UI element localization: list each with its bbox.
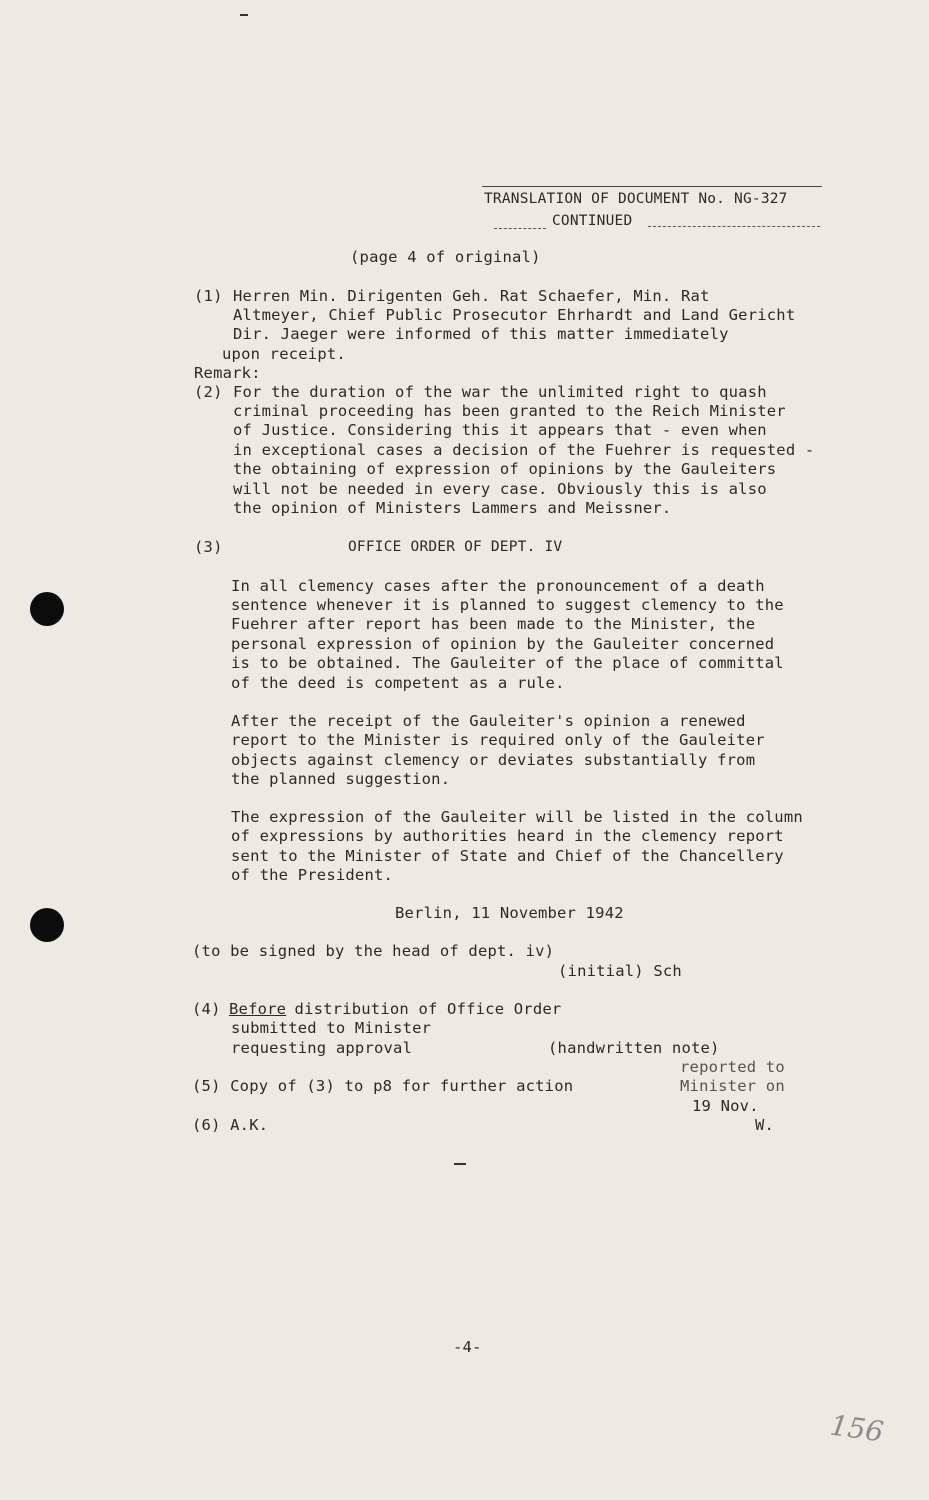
header-continued: CONTINUED [552,213,633,229]
signature-note: (to be signed by the head of dept. iv) [192,942,555,960]
item-1-line: Herren Min. Dirigenten Geh. Rat Schaefer, Min. Rat [233,287,710,305]
side-note-line: W. [755,1116,775,1134]
item-6: (6) A.K. [192,1116,269,1134]
header-right-dash [648,226,820,227]
item-1-line: upon receipt. [222,345,346,363]
item-3-para-1-line: personal expression of opinion by the Gauleiter concerned [231,635,775,653]
item-2-line: the opinion of Ministers Lammers and Meissner. [233,499,672,517]
item-3-para-3-line: sent to the Minister of State and Chief of the Chancellery [231,847,784,865]
item-3-para-2-line: the planned suggestion. [231,770,451,788]
side-note-line: reported to [680,1058,785,1076]
item-3-para-1-line: Fuehrer after report has been made to the Minister, the [231,615,756,633]
item-4-line: submitted to Minister [231,1019,432,1037]
item-3-para-1-line: In all clemency cases after the pronouncement of a death [231,577,765,595]
item-3-para-3-line: of expressions by authorities heard in the clemency report [231,827,784,845]
item-1-number: (1) [194,287,223,305]
item-2-line: For the duration of the war the unlimited right to quash [233,383,767,401]
item-3-para-3-line: of the President. [231,866,394,884]
signature-initial: (initial) Sch [558,962,682,980]
item-4-before: Before [229,1000,287,1018]
item-3-para-1-line: is to be obtained. The Gauleiter of the place of committal [231,654,784,672]
item-2-line: the obtaining of expression of opinions by the Gauleiters [233,460,777,478]
item-2-line: in exceptional cases a decision of the Fuehrer is requested - [233,441,815,459]
item-3-para-1-line: of the deed is competent as a rule. [231,674,565,692]
header-left-dash [494,228,546,229]
remark-label: Remark: [194,364,261,382]
page-of-original: (page 4 of original) [350,248,541,266]
item-2-line: will not be needed in every case. Obviously this is also [233,480,767,498]
archive-number: 156 [827,1408,886,1449]
item-3-para-1-line: sentence whenever it is planned to suggest clemency to the [231,596,784,614]
place-and-date: Berlin, 11 November 1942 [395,904,624,922]
punch-hole [30,592,64,626]
office-order-heading: OFFICE ORDER OF DEPT. IV [348,539,563,555]
item-4-line: requesting approval [231,1039,413,1057]
page-number: -4- [453,1338,482,1356]
item-3-para-3-line: The expression of the Gauleiter will be listed in the column [231,808,803,826]
item-3-para-2-line: report to the Minister is required only of the Gauleiter [231,731,765,749]
item-2-line: of Justice. Considering this it appears that - even when [233,421,767,439]
side-note-line: Minister on [680,1077,785,1095]
item-3-number: (3) [194,538,223,556]
punch-hole [30,908,64,942]
header-top-rule [482,186,822,187]
item-3-para-2-line: objects against clemency or deviates substantially from [231,751,756,769]
item-1-line: Dir. Jaeger were informed of this matter immediately [233,325,729,343]
item-2-number: (2) [194,383,223,401]
item-4-rest: distribution of Office Order [285,1000,562,1018]
handwritten-note-label: (handwritten note) [548,1039,720,1057]
item-1-line: Altmeyer, Chief Public Prosecutor Ehrhardt and Land Gericht [233,306,796,324]
side-note-line: 19 Nov. [692,1097,759,1115]
ink-mark [240,14,248,16]
item-2-line: criminal proceeding has been granted to the Reich Minister [233,402,786,420]
item-5: (5) Copy of (3) to p8 for further action [192,1077,574,1095]
header-title: TRANSLATION OF DOCUMENT No. NG-327 [484,191,788,207]
ink-mark [454,1163,466,1165]
item-4-number: (4) [192,1000,221,1018]
item-3-para-2-line: After the receipt of the Gauleiter's opinion a renewed [231,712,746,730]
